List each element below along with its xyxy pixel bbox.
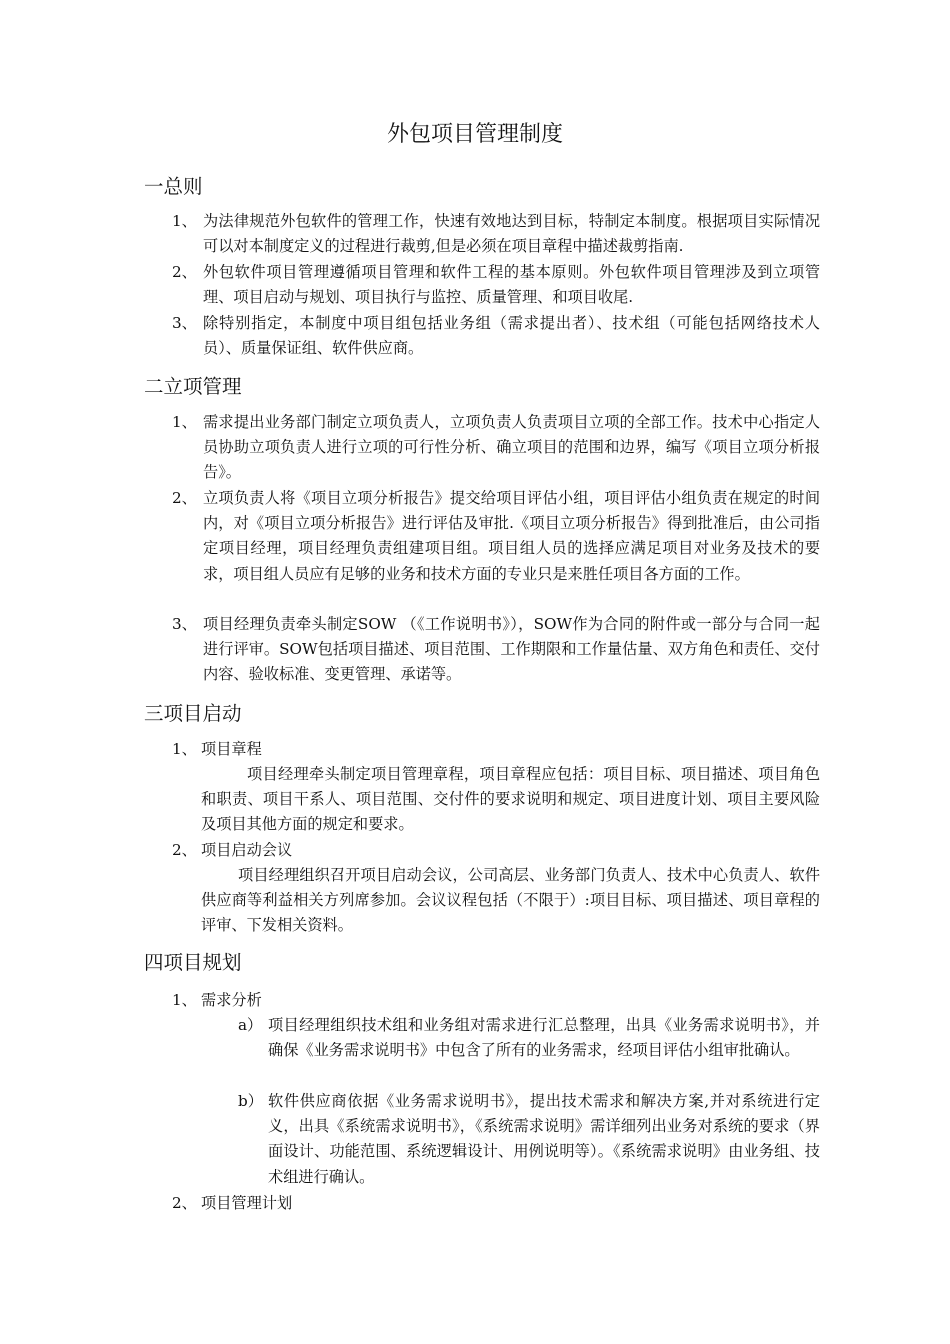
- list-item: [172, 486, 820, 587]
- item-number: 3、: [172, 615, 197, 633]
- item-text: 软件供应商依据《业务需求说明书》，提出技术需求和解决方案,并对系统进行定义，出具《系统需求说明书》，《系统需求说明》需详细列出业务对系统的要求（界面设计、功能范围、系统逻辑设计、用例说明等）。《系统需求说明》由业务组、技术组进行确认。: [268, 1092, 820, 1186]
- document-title: 外包项目管理制度: [386, 122, 563, 147]
- item-text: 项目章程: [201, 740, 262, 758]
- item-number: 2、: [172, 489, 197, 507]
- paragraph-text: 项目经理组织召开项目启动会议，公司高层、业务部门负责人、技术中心负责人、软件供应商等利益相关方列席参加。会议议程包括（不限于）:项目目标、项目描述、项目章程的评审、下发相关资料。: [201, 866, 820, 935]
- item-text: 项目经理组织技术组和业务组对需求进行汇总整理，出具《业务需求说明书》，并确保《业务需求说明书》中包含了所有的业务需求，经项目评估小组审批确认。: [268, 1016, 820, 1060]
- section-heading-project-planning: 四项目规划: [144, 951, 242, 974]
- item-number: 2、: [172, 1194, 197, 1212]
- list-item: [172, 1191, 820, 1216]
- list-item: [238, 1089, 820, 1190]
- item-number: 2、: [172, 841, 197, 859]
- item-text: 需求分析: [201, 991, 262, 1009]
- item-text: 项目管理计划: [201, 1194, 293, 1212]
- list-item: [172, 988, 820, 1013]
- item-number: 1、: [172, 740, 197, 758]
- item-text: 需求提出业务部门制定立项负责人，立项负责人负责项目立项的全部工作。技术中心指定人员协助立项负责人进行立项的可行性分析、确立项目的范围和边界，编写《项目立项分析报告》。: [203, 413, 820, 482]
- item-number: 1、: [172, 212, 197, 230]
- item-text: 为法律规范外包软件的管理工作，快速有效地达到目标，特制定本制度。根据项目实际情况可以对本制度定义的过程进行裁剪,但是必须在项目章程中描述裁剪指南.: [203, 212, 820, 256]
- item-number: 1、: [172, 991, 197, 1009]
- list-item: [172, 737, 820, 762]
- list-item: [172, 260, 820, 310]
- section-heading-project-initiation: 二立项管理: [144, 375, 242, 398]
- item-text: 外包软件项目管理遵循项目管理和软件工程的基本原则。外包软件项目管理涉及到立项管理、项目启动与规划、项目执行与监控、质量管理、和项目收尾.: [203, 263, 820, 307]
- paragraph: [201, 762, 820, 838]
- item-number: 1、: [172, 413, 197, 431]
- list-item: [172, 209, 820, 259]
- paragraph: [201, 863, 820, 939]
- section-heading-project-kickoff: 三项目启动: [144, 702, 242, 725]
- list-item: [172, 311, 820, 361]
- list-item: [238, 1013, 820, 1063]
- item-text: 项目经理负责牵头制定SOW （《工作说明书》），SOW作为合同的附件或一部分与合同一起进行评审。SOW包括项目描述、项目范围、工作期限和工作量估量、双方角色和责任、交付内容、验收标准、变更管理、承诺等。: [203, 615, 820, 684]
- section-heading-general: 一总则: [144, 175, 203, 198]
- item-text: 除特别指定，本制度中项目组包括业务组（需求提出者）、技术组（可能包括网络技术人员）、质量保证组、软件供应商。: [203, 314, 820, 358]
- item-text: 项目启动会议: [201, 841, 293, 859]
- item-letter: a）: [238, 1016, 263, 1034]
- list-item: [172, 612, 820, 688]
- paragraph-text: 项目经理牵头制定项目管理章程，项目章程应包括：项目目标、项目描述、项目角色和职责、项目干系人、项目范围、交付件的要求说明和规定、项目进度计划、项目主要风险及项目其他方面的规定和要求。: [201, 765, 820, 834]
- list-item: [172, 410, 820, 486]
- list-item: [172, 838, 820, 863]
- item-number: 2、: [172, 263, 197, 281]
- item-letter: b）: [238, 1092, 263, 1110]
- item-text: 立项负责人将《项目立项分析报告》提交给项目评估小组，项目评估小组负责在规定的时间内，对《项目立项分析报告》进行评估及审批.《项目立项分析报告》得到批准后，由公司指定项目经理，项目经理负责组建项目组。项目组人员的选择应满足项目对业务及技术的要求，项目组人员应有足够的业务和技术方面的专业只是来胜任项目各方面的工作。: [203, 489, 820, 583]
- item-number: 3、: [172, 314, 197, 332]
